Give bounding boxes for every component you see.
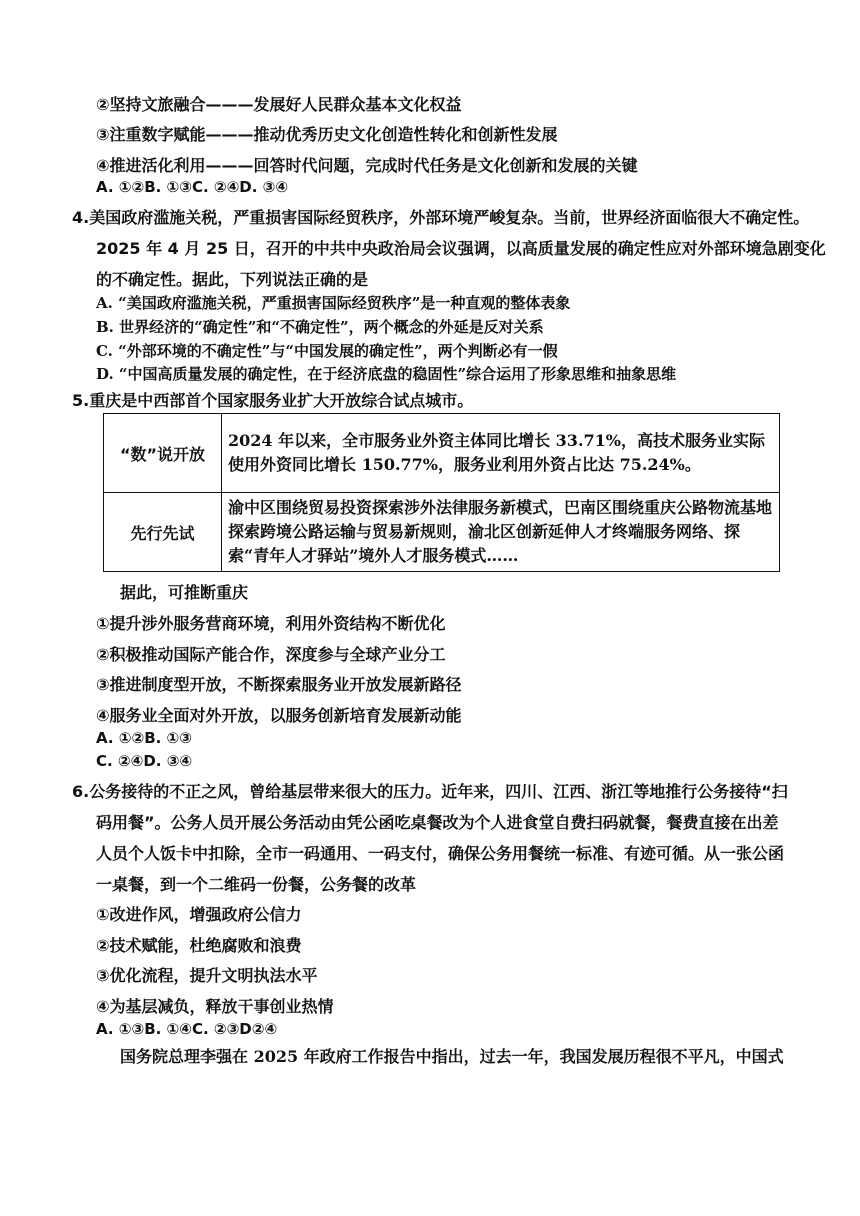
q6-item-4: ④为基层减负，释放干事创业热情 xyxy=(96,997,334,1016)
q3-item-3: ③注重数字赋能———推动优秀历史文化创造性转化和创新性发展 xyxy=(96,125,558,144)
q3-item-2: ②坚持文旅融合———发展好人民群众基本文化权益 xyxy=(96,95,462,114)
q5-stem: 5.重庆是中西部首个国家服务业扩大开放综合试点城市。 xyxy=(72,391,474,410)
q3-options: A. ①②B. ①③C. ②④D. ③④ xyxy=(96,178,289,196)
q3-item-4: ④推进活化利用———回答时代问题，完成时代任务是文化创新和发展的关键 xyxy=(96,156,638,175)
q5-options-line-2: C. ②④D. ③④ xyxy=(96,752,193,770)
q5-item-2: ②积极推动国际产能合作，深度参与全球产业分工 xyxy=(96,645,446,664)
table-header-cell: 先行先试 xyxy=(104,493,222,572)
next-material-line: 国务院总理李强在 2025 年政府工作报告中指出，过去一年，我国发展历程很不平凡，中国式 xyxy=(120,1047,784,1066)
q6-stem-line-2: 码用餐”。公务人员开展公务活动由凭公函吃桌餐改为个人进食堂自费扫码就餐，餐费直接在出差 xyxy=(96,813,779,832)
q6-item-1: ①改进作风，增强政府公信力 xyxy=(96,905,302,924)
table-row xyxy=(104,493,780,572)
q6-stem-line-3: 人员个人饭卡中扣除，全市一码通用、一码支付，确保公务用餐统一标准、有迹可循。从一张公函 xyxy=(96,844,785,863)
q4-option-c: C. “外部环境的不确定性”与“中国发展的确定性”，两个判断必有一假 xyxy=(96,342,558,360)
q4-option-d: D. “中国高质量发展的确定性，在于经济底盘的稳固性”综合运用了形象思维和抽象思维 xyxy=(96,365,677,383)
q5-item-1: ①提升涉外服务营商环境，利用外资结构不断优化 xyxy=(96,614,446,633)
q6-stem-line-1: 6.公务接待的不正之风，曾给基层带来很大的压力。近年来，四川、江西、浙江等地推行公务接待“扫 xyxy=(72,782,788,801)
q5-lead: 据此，可推断重庆 xyxy=(120,583,249,602)
q5-options-line-1: A. ①②B. ①③ xyxy=(96,729,192,747)
q6-stem-line-4: 一桌餐，到一个二维码一份餐，公务餐的改革 xyxy=(96,875,417,894)
q6-item-2: ②技术赋能，杜绝腐败和浪费 xyxy=(96,936,302,955)
q4-stem-line-2: 2025 年 4 月 25 日，召开的中共中央政治局会议强调，以高质量发展的确定性应对外部环境急剧变化 xyxy=(96,239,826,258)
q4-option-a: A. “美国政府滥施关税，严重损害国际经贸秩序”是一种直观的整体表象 xyxy=(96,294,571,312)
table-header-cell: “数”说开放 xyxy=(104,414,222,493)
table-row xyxy=(104,414,780,493)
q4-option-b: B. 世界经济的“确定性”和“不确定性”，两个概念的外延是反对关系 xyxy=(96,318,544,336)
q6-item-3: ③优化流程，提升文明执法水平 xyxy=(96,966,318,985)
q6-options: A. ①③B. ①④C. ②③D②④ xyxy=(96,1020,278,1038)
q5-table xyxy=(103,413,780,572)
q4-stem-line-1: 4.美国政府滥施关税，严重损害国际经贸秩序，外部环境严峻复杂。当前，世界经济面临很大不确定性。 xyxy=(72,208,810,227)
q4-stem-line-3: 的不确定性。据此，下列说法正确的是 xyxy=(96,270,369,289)
table-content-cell: 渝中区围绕贸易投资探索涉外法律服务新模式，巴南区围绕重庆公路物流基地探索跨境公路运输与贸易新规则，渝北区创新延伸人才终端服务网络、探索“青年人才驿站”境外人才服务模式…… xyxy=(222,493,780,572)
q5-item-3: ③推进制度型开放，不断探索服务业开放发展新路径 xyxy=(96,675,462,694)
q5-item-4: ④服务业全面对外开放，以服务创新培育发展新动能 xyxy=(96,706,462,725)
table-content-cell: 2024 年以来，全市服务业外资主体同比增长 33.71%，高技术服务业实际使用外资同比增长 150.77%，服务业利用外资占比达 75.24%。 xyxy=(222,414,780,493)
